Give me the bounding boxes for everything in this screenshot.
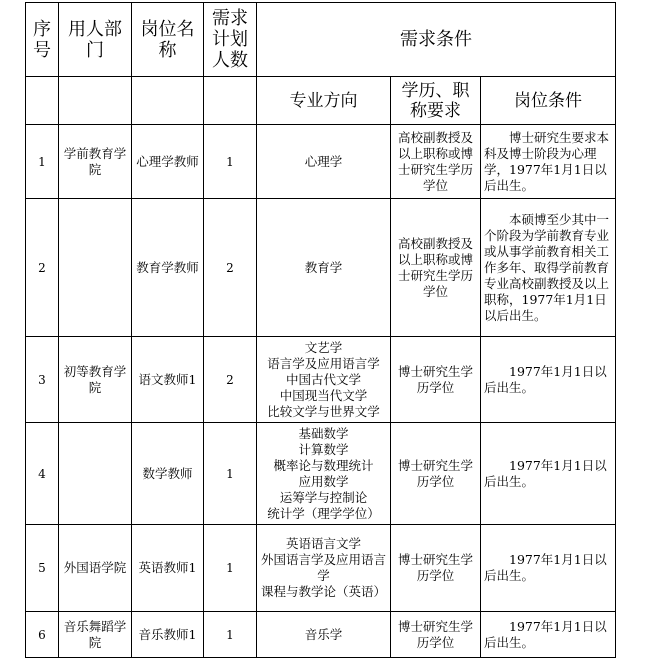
major-item: 文艺学 bbox=[304, 339, 343, 355]
row-count: 1 bbox=[204, 612, 257, 658]
row-degree: 高校副教授及以上职称或博士研究生学历学位 bbox=[391, 125, 481, 199]
row-conditions: 1977年1月1日以后出生。 bbox=[481, 337, 616, 423]
row-dept bbox=[59, 423, 132, 525]
header-position: 岗位名称 bbox=[132, 3, 204, 77]
row-conditions: 1977年1月1日以后出生。 bbox=[481, 525, 616, 612]
header-dept: 用人部门 bbox=[59, 3, 132, 77]
header-row-sub bbox=[26, 77, 616, 125]
major-item: 计算数学 bbox=[298, 441, 349, 457]
header-count: 需求计划人数 bbox=[204, 3, 257, 77]
header-blank-seq bbox=[26, 77, 59, 125]
table-row bbox=[26, 525, 616, 612]
row-seq: 5 bbox=[26, 525, 59, 612]
header-blank-position bbox=[132, 77, 204, 125]
row-count: 1 bbox=[204, 525, 257, 612]
row-position: 语文教师1 bbox=[132, 337, 204, 423]
major-item: 中国古代文学 bbox=[285, 371, 361, 387]
row-conditions: 本硕博至少其中一个阶段为学前教育专业或从事学前教育相关工作多年、取得学前教育专业高校副教授及以上职称，1977年1月1日以后出生。 bbox=[481, 199, 616, 337]
major-item: 比较文学与世界文学 bbox=[267, 403, 380, 419]
recruitment-table bbox=[25, 2, 616, 658]
header-row-top bbox=[26, 3, 616, 77]
table-row bbox=[26, 337, 616, 423]
row-seq: 6 bbox=[26, 612, 59, 658]
row-majors bbox=[257, 612, 391, 658]
table-row bbox=[26, 125, 616, 199]
major-item: 语言学及应用语言学 bbox=[267, 355, 380, 371]
header-major: 专业方向 bbox=[257, 77, 391, 125]
table-row bbox=[26, 199, 616, 337]
major-item: 心理学 bbox=[304, 153, 343, 169]
header-seq: 序号 bbox=[26, 3, 59, 77]
header-degree: 学历、职称要求 bbox=[391, 77, 481, 125]
row-count: 2 bbox=[204, 199, 257, 337]
row-degree: 博士研究生学历学位 bbox=[391, 525, 481, 612]
row-position: 数学教师 bbox=[132, 423, 204, 525]
major-item: 教育学 bbox=[304, 259, 343, 275]
row-seq: 1 bbox=[26, 125, 59, 199]
row-count: 2 bbox=[204, 337, 257, 423]
row-degree: 博士研究生学历学位 bbox=[391, 423, 481, 525]
row-dept bbox=[59, 199, 132, 337]
row-position: 教育学教师 bbox=[132, 199, 204, 337]
row-conditions: 1977年1月1日以后出生。 bbox=[481, 423, 616, 525]
row-seq: 4 bbox=[26, 423, 59, 525]
row-position: 心理学教师 bbox=[132, 125, 204, 199]
major-item: 概率论与数理统计 bbox=[273, 457, 374, 473]
row-majors bbox=[257, 125, 391, 199]
row-dept: 音乐舞蹈学院 bbox=[59, 612, 132, 658]
row-degree: 高校副教授及以上职称或博士研究生学历学位 bbox=[391, 199, 481, 337]
row-majors bbox=[257, 423, 391, 525]
major-item: 外国语言学及应用语言学 bbox=[260, 552, 386, 583]
major-item: 音乐学 bbox=[304, 626, 343, 642]
major-item: 英语语言文学 bbox=[285, 536, 361, 551]
major-item: 运筹学与控制论 bbox=[279, 489, 368, 505]
row-majors bbox=[257, 199, 391, 337]
row-conditions: 1977年1月1日以后出生。 bbox=[481, 612, 616, 658]
major-item: 中国现当代文学 bbox=[279, 387, 368, 403]
row-count: 1 bbox=[204, 125, 257, 199]
major-item: 基础数学 bbox=[298, 425, 349, 441]
table-row bbox=[26, 423, 616, 525]
major-item: 统计学（理学学位） bbox=[267, 505, 380, 521]
row-conditions: 博士研究生要求本科及博士阶段为心理学，1977年1月1日以后出生。 bbox=[481, 125, 616, 199]
row-majors bbox=[257, 337, 391, 423]
header-conditions: 岗位条件 bbox=[481, 77, 616, 125]
row-position: 英语教师1 bbox=[132, 525, 204, 612]
row-dept: 初等教育学院 bbox=[59, 337, 132, 423]
row-seq: 2 bbox=[26, 199, 59, 337]
major-item: 课程与教学论（英语） bbox=[260, 584, 386, 599]
major-item: 应用数学 bbox=[298, 473, 349, 489]
row-dept: 外国语学院 bbox=[59, 525, 132, 612]
row-dept: 学前教育学院 bbox=[59, 125, 132, 199]
row-degree: 博士研究生学历学位 bbox=[391, 612, 481, 658]
header-blank-dept bbox=[59, 77, 132, 125]
row-majors bbox=[257, 525, 391, 612]
table-row bbox=[26, 612, 616, 658]
row-count: 1 bbox=[204, 423, 257, 525]
header-requirements: 需求条件 bbox=[257, 3, 616, 77]
row-position: 音乐教师1 bbox=[132, 612, 204, 658]
header-blank-count bbox=[204, 77, 257, 125]
row-seq: 3 bbox=[26, 337, 59, 423]
row-degree: 博士研究生学历学位 bbox=[391, 337, 481, 423]
